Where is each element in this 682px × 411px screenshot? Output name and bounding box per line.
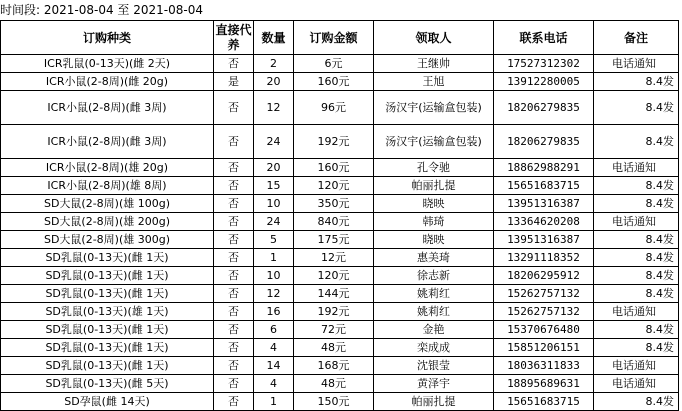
cell-direct: 否 xyxy=(214,91,254,125)
cell-direct: 否 xyxy=(214,357,254,375)
header-qty: 数量 xyxy=(254,21,294,55)
cell-qty: 20 xyxy=(254,73,294,91)
cell-type: SD乳鼠(0-13天)(雌 1天) xyxy=(1,267,214,285)
cell-direct: 否 xyxy=(214,159,254,177)
cell-qty: 20 xyxy=(254,159,294,177)
cell-phone: 17527312302 xyxy=(494,55,594,73)
header-type: 订购种类 xyxy=(1,21,214,55)
cell-direct: 否 xyxy=(214,195,254,213)
cell-type: SD大鼠(2-8周)(雄 200g) xyxy=(1,213,214,231)
cell-phone: 13364620208 xyxy=(494,213,594,231)
cell-recipient: 惠美琦 xyxy=(374,249,494,267)
cell-recipient: 姚莉红 xyxy=(374,285,494,303)
cell-type: SD乳鼠(0-13天)(雄 1天) xyxy=(1,303,214,321)
cell-phone: 13951316387 xyxy=(494,231,594,249)
cell-amount: 192元 xyxy=(294,303,374,321)
period-label: 时间段: 2021-08-04 至 2021-08-04 xyxy=(0,3,203,17)
cell-qty: 24 xyxy=(254,125,294,159)
cell-direct: 否 xyxy=(214,125,254,159)
cell-recipient: 韩琦 xyxy=(374,213,494,231)
table-row xyxy=(1,125,679,159)
cell-recipient: 帕丽扎提 xyxy=(374,393,494,411)
cell-type: SD乳鼠(0-13天)(雌 5天) xyxy=(1,375,214,393)
cell-direct: 是 xyxy=(214,73,254,91)
cell-type: ICR小鼠(2-8周)(雌 20g) xyxy=(1,73,214,91)
cell-type: SD乳鼠(0-13天)(雌 1天) xyxy=(1,339,214,357)
cell-phone: 15651683715 xyxy=(494,177,594,195)
table-row xyxy=(1,213,679,231)
header-row xyxy=(1,21,679,55)
header-amount: 订购金额 xyxy=(294,21,374,55)
cell-type: ICR乳鼠(0-13天)(雌 2天) xyxy=(1,55,214,73)
cell-phone: 18036311833 xyxy=(494,357,594,375)
cell-phone: 15262757132 xyxy=(494,285,594,303)
cell-type: SD乳鼠(0-13天)(雌 1天) xyxy=(1,321,214,339)
cell-note: 电话通知 xyxy=(594,357,679,375)
cell-qty: 24 xyxy=(254,213,294,231)
cell-amount: 160元 xyxy=(294,159,374,177)
cell-recipient: 晓映 xyxy=(374,195,494,213)
cell-recipient: 姚莉红 xyxy=(374,303,494,321)
cell-direct: 否 xyxy=(214,339,254,357)
cell-phone: 18206279835 xyxy=(494,125,594,159)
table-row xyxy=(1,375,679,393)
cell-note: 电话通知 xyxy=(594,159,679,177)
cell-amount: 144元 xyxy=(294,285,374,303)
cell-amount: 96元 xyxy=(294,91,374,125)
cell-type: ICR小鼠(2-8周)(雄 20g) xyxy=(1,159,214,177)
table-row xyxy=(1,393,679,411)
table-row xyxy=(1,303,679,321)
cell-note: 8.4发 xyxy=(594,125,679,159)
cell-recipient: 帕丽扎提 xyxy=(374,177,494,195)
cell-direct: 否 xyxy=(214,55,254,73)
cell-qty: 6 xyxy=(254,321,294,339)
cell-recipient: 王旭 xyxy=(374,73,494,91)
cell-phone: 13951316387 xyxy=(494,195,594,213)
cell-qty: 10 xyxy=(254,195,294,213)
cell-phone: 15851206151 xyxy=(494,339,594,357)
cell-qty: 1 xyxy=(254,393,294,411)
cell-note: 8.4发 xyxy=(594,285,679,303)
header-note: 备注 xyxy=(594,21,679,55)
cell-phone: 18862988291 xyxy=(494,159,594,177)
cell-amount: 160元 xyxy=(294,73,374,91)
cell-type: SD乳鼠(0-13天)(雌 1天) xyxy=(1,285,214,303)
table-row xyxy=(1,195,679,213)
cell-amount: 120元 xyxy=(294,177,374,195)
cell-recipient: 晓映 xyxy=(374,231,494,249)
cell-type: ICR小鼠(2-8周)(雄 8周) xyxy=(1,177,214,195)
cell-amount: 175元 xyxy=(294,231,374,249)
cell-recipient: 汤汉宇(运输盒包装) xyxy=(374,91,494,125)
cell-qty: 14 xyxy=(254,357,294,375)
cell-amount: 6元 xyxy=(294,55,374,73)
cell-qty: 12 xyxy=(254,91,294,125)
header-phone: 联系电话 xyxy=(494,21,594,55)
cell-direct: 否 xyxy=(214,285,254,303)
cell-amount: 350元 xyxy=(294,195,374,213)
cell-note: 8.4发 xyxy=(594,393,679,411)
table-row xyxy=(1,339,679,357)
header-direct: 直接代养 xyxy=(214,21,254,55)
table-row xyxy=(1,285,679,303)
cell-direct: 否 xyxy=(214,231,254,249)
cell-phone: 15651683715 xyxy=(494,393,594,411)
cell-note: 8.4发 xyxy=(594,249,679,267)
cell-note: 8.4发 xyxy=(594,231,679,249)
cell-type: SD大鼠(2-8周)(雄 300g) xyxy=(1,231,214,249)
cell-note: 8.4发 xyxy=(594,339,679,357)
cell-type: SD乳鼠(0-13天)(雌 1天) xyxy=(1,249,214,267)
cell-direct: 否 xyxy=(214,249,254,267)
cell-qty: 5 xyxy=(254,231,294,249)
cell-direct: 否 xyxy=(214,177,254,195)
cell-note: 8.4发 xyxy=(594,195,679,213)
cell-qty: 1 xyxy=(254,249,294,267)
cell-amount: 12元 xyxy=(294,249,374,267)
cell-direct: 否 xyxy=(214,375,254,393)
cell-recipient: 栾成成 xyxy=(374,339,494,357)
table-row xyxy=(1,249,679,267)
table-row xyxy=(1,321,679,339)
header-recipient: 领取人 xyxy=(374,21,494,55)
cell-phone: 15262757132 xyxy=(494,303,594,321)
table-row xyxy=(1,267,679,285)
cell-direct: 否 xyxy=(214,393,254,411)
cell-qty: 16 xyxy=(254,303,294,321)
cell-amount: 120元 xyxy=(294,267,374,285)
cell-phone: 18206279835 xyxy=(494,91,594,125)
table-body xyxy=(1,55,679,411)
cell-recipient: 孔令驰 xyxy=(374,159,494,177)
order-table xyxy=(0,20,679,411)
table-row xyxy=(1,177,679,195)
cell-recipient: 徐志新 xyxy=(374,267,494,285)
cell-phone: 18895689631 xyxy=(494,375,594,393)
cell-type: ICR小鼠(2-8周)(雌 3周) xyxy=(1,125,214,159)
cell-type: SD乳鼠(0-13天)(雌 1天) xyxy=(1,357,214,375)
table-row xyxy=(1,73,679,91)
cell-amount: 168元 xyxy=(294,357,374,375)
cell-note: 电话通知 xyxy=(594,55,679,73)
cell-note: 8.4发 xyxy=(594,267,679,285)
table-row xyxy=(1,231,679,249)
cell-qty: 2 xyxy=(254,55,294,73)
cell-recipient: 汤汉宇(运输盒包装) xyxy=(374,125,494,159)
cell-note: 8.4发 xyxy=(594,91,679,125)
cell-type: SD大鼠(2-8周)(雄 100g) xyxy=(1,195,214,213)
cell-qty: 12 xyxy=(254,285,294,303)
cell-amount: 150元 xyxy=(294,393,374,411)
cell-phone: 13291118352 xyxy=(494,249,594,267)
cell-note: 8.4发 xyxy=(594,73,679,91)
cell-recipient: 沈银莹 xyxy=(374,357,494,375)
cell-recipient: 王继帅 xyxy=(374,55,494,73)
table-row xyxy=(1,357,679,375)
table-row xyxy=(1,91,679,125)
cell-note: 8.4发 xyxy=(594,177,679,195)
cell-phone: 13912280005 xyxy=(494,73,594,91)
cell-phone: 18206295912 xyxy=(494,267,594,285)
cell-direct: 否 xyxy=(214,213,254,231)
cell-note: 电话通知 xyxy=(594,213,679,231)
cell-direct: 否 xyxy=(214,321,254,339)
cell-amount: 840元 xyxy=(294,213,374,231)
cell-recipient: 金艳 xyxy=(374,321,494,339)
cell-type: SD孕鼠(雌 14天) xyxy=(1,393,214,411)
cell-note: 电话通知 xyxy=(594,375,679,393)
cell-qty: 15 xyxy=(254,177,294,195)
cell-note: 电话通知 xyxy=(594,303,679,321)
cell-direct: 否 xyxy=(214,267,254,285)
cell-type: ICR小鼠(2-8周)(雌 3周) xyxy=(1,91,214,125)
cell-direct: 否 xyxy=(214,303,254,321)
cell-qty: 4 xyxy=(254,339,294,357)
cell-amount: 192元 xyxy=(294,125,374,159)
cell-amount: 48元 xyxy=(294,375,374,393)
table-row xyxy=(1,55,679,73)
cell-qty: 4 xyxy=(254,375,294,393)
table-row xyxy=(1,159,679,177)
cell-amount: 48元 xyxy=(294,339,374,357)
cell-recipient: 黄泽宇 xyxy=(374,375,494,393)
cell-phone: 15370676480 xyxy=(494,321,594,339)
cell-amount: 72元 xyxy=(294,321,374,339)
cell-qty: 10 xyxy=(254,267,294,285)
cell-note: 8.4发 xyxy=(594,321,679,339)
